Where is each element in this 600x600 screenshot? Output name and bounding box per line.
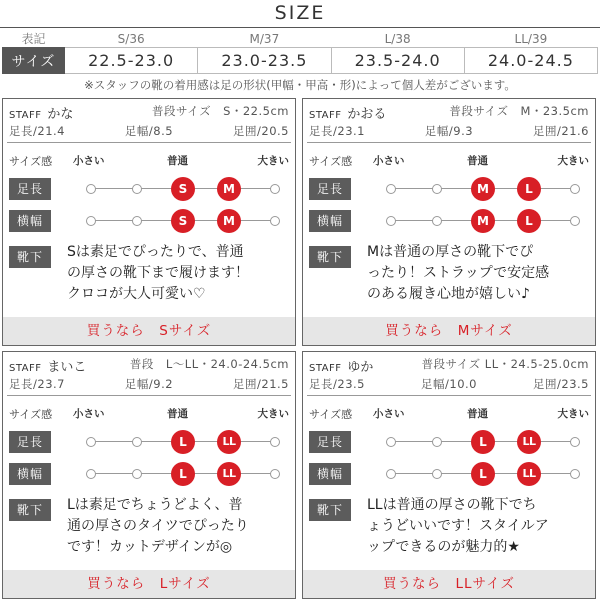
row-label-length: 足長 bbox=[9, 178, 51, 200]
title-divider bbox=[0, 27, 600, 28]
scale-small-label: 小さい bbox=[73, 155, 105, 167]
size-fit-marker: M bbox=[217, 209, 241, 233]
scale-dot bbox=[570, 437, 580, 447]
fit-row-length bbox=[309, 178, 589, 200]
scale-dot bbox=[432, 437, 442, 447]
row-label-width: 横幅 bbox=[309, 210, 351, 232]
size-table-header: 表記 bbox=[21, 32, 46, 46]
staff-review-card bbox=[2, 98, 296, 346]
scale-dot bbox=[270, 437, 280, 447]
divider bbox=[7, 142, 291, 143]
scale-small-label: 小さい bbox=[373, 408, 405, 420]
size-fit-marker: L bbox=[171, 430, 195, 454]
scale-dot bbox=[386, 437, 396, 447]
scale-big-label: 大きい bbox=[557, 408, 589, 420]
fit-disclaimer-note: ※スタッフの靴の着用感は足の形状(甲幅・甲高・形)によって個人差がございます。 bbox=[84, 78, 516, 92]
scale-dot bbox=[386, 184, 396, 194]
scale-dot bbox=[86, 216, 96, 226]
staff-header bbox=[9, 356, 289, 375]
scale-dot bbox=[132, 184, 142, 194]
foot-measurements bbox=[9, 123, 289, 139]
staff-comment bbox=[367, 495, 589, 558]
row-label-sock: 靴下 bbox=[9, 246, 51, 268]
row-label-width: 横幅 bbox=[9, 210, 51, 232]
size-fit-marker: L bbox=[517, 177, 541, 201]
foot-width-measure: 足幅/9.2 bbox=[124, 377, 174, 391]
divider bbox=[307, 395, 591, 396]
usual-size: 普段サイズ M・23.5cm bbox=[449, 104, 589, 118]
fit-row-width bbox=[9, 463, 289, 485]
staff-tag: STAFF bbox=[309, 363, 342, 374]
scale-dot bbox=[132, 216, 142, 226]
comment-line: ょうどいいです！スタイルア bbox=[367, 518, 549, 534]
comment-line: 通の厚さのタイツでぴったり bbox=[67, 518, 249, 534]
size-fit-marker: S bbox=[171, 177, 195, 201]
comment-line: Lは素足でちょうどよく、普 bbox=[67, 497, 243, 513]
size-row-label: サイズ bbox=[3, 48, 65, 74]
recommended-size-banner: 買うなら LLサイズ bbox=[303, 570, 595, 598]
size-range-cell: 23.0-23.5 bbox=[198, 48, 331, 74]
scale-dot bbox=[86, 184, 96, 194]
scale-dot bbox=[432, 184, 442, 194]
recommended-size-banner: 買うなら Mサイズ bbox=[303, 317, 595, 345]
scale-small-label: 小さい bbox=[73, 408, 105, 420]
row-label-sock: 靴下 bbox=[309, 246, 351, 268]
row-label-sock: 靴下 bbox=[309, 499, 351, 521]
scale-normal-label: 普通 bbox=[167, 408, 188, 420]
size-table-row bbox=[3, 48, 598, 74]
comment-line: ップできるのが魅力的★ bbox=[367, 539, 520, 555]
staff-name: ゆか bbox=[347, 360, 374, 375]
fit-row-length bbox=[309, 431, 589, 453]
comment-line: の厚さの靴下まで履けます！ bbox=[67, 265, 249, 281]
size-range-cell: 22.5-23.0 bbox=[65, 48, 198, 74]
scale-small-label: 小さい bbox=[373, 155, 405, 167]
foot-girth-measure: 足囲/21.5 bbox=[233, 377, 289, 391]
size-fit-marker: LL bbox=[217, 430, 241, 454]
size-fit-marker: M bbox=[471, 177, 495, 201]
staff-review-card bbox=[2, 351, 296, 599]
size-fit-marker: M bbox=[217, 177, 241, 201]
scale-dot bbox=[432, 216, 442, 226]
comment-line: のある履き心地が嬉しい♪ bbox=[367, 286, 530, 302]
staff-tag: STAFF bbox=[9, 110, 42, 121]
row-label-length: 足長 bbox=[309, 178, 351, 200]
foot-measurements bbox=[9, 376, 289, 392]
scale-dot bbox=[86, 437, 96, 447]
scale-normal-label: 普通 bbox=[167, 155, 188, 167]
scale-big-label: 大きい bbox=[557, 155, 589, 167]
foot-girth-measure: 足囲/23.5 bbox=[533, 377, 589, 391]
foot-girth-measure: 足囲/21.6 bbox=[533, 124, 589, 138]
scale-dot bbox=[132, 437, 142, 447]
comment-line: Mは普通の厚さの靴下でぴ bbox=[367, 244, 534, 260]
size-table-header: S/36 bbox=[117, 31, 145, 46]
fit-scale-title: サイズ感 bbox=[309, 155, 353, 168]
size-fit-marker: L bbox=[517, 209, 541, 233]
divider bbox=[7, 395, 291, 396]
staff-tag: STAFF bbox=[9, 363, 42, 374]
foot-girth-measure: 足囲/20.5 bbox=[233, 124, 289, 138]
fit-row-width bbox=[309, 463, 589, 485]
size-fit-marker: S bbox=[171, 209, 195, 233]
size-table-header: M/37 bbox=[249, 31, 280, 46]
fit-scale-title: サイズ感 bbox=[309, 408, 353, 421]
foot-length-measure: 足長/23.5 bbox=[309, 377, 365, 391]
staff-header bbox=[309, 356, 589, 375]
foot-length-measure: 足長/23.1 bbox=[309, 124, 365, 138]
foot-width-measure: 足幅/10.0 bbox=[421, 377, 477, 391]
staff-name: かな bbox=[47, 107, 74, 122]
scale-dot bbox=[386, 469, 396, 479]
fit-scale-title: サイズ感 bbox=[9, 408, 53, 421]
staff-review-card bbox=[302, 98, 596, 346]
staff-comment bbox=[67, 495, 289, 558]
staff-name: まいこ bbox=[47, 360, 87, 375]
comment-line: ったり！ストラップで安定感 bbox=[367, 265, 550, 281]
fit-scale-header bbox=[9, 153, 289, 167]
foot-length-measure: 足長/21.4 bbox=[9, 124, 65, 138]
fit-scale-header bbox=[9, 406, 289, 420]
staff-tag: STAFF bbox=[309, 110, 342, 121]
size-chart-table bbox=[2, 30, 598, 74]
row-label-sock: 靴下 bbox=[9, 499, 51, 521]
size-fit-marker: L bbox=[171, 462, 195, 486]
scale-dot bbox=[386, 216, 396, 226]
scale-dot bbox=[570, 469, 580, 479]
recommended-size-banner: 買うなら Sサイズ bbox=[3, 317, 295, 345]
scale-dot bbox=[270, 184, 280, 194]
fit-row-length bbox=[9, 431, 289, 453]
size-table-header: L/38 bbox=[384, 31, 411, 46]
row-label-width: 横幅 bbox=[309, 463, 351, 485]
usual-size: 普段サイズ S・22.5cm bbox=[151, 104, 289, 118]
row-label-width: 横幅 bbox=[9, 463, 51, 485]
comment-line: Sは素足でぴったりで、普通 bbox=[67, 244, 244, 260]
size-range-cell: 23.5-24.0 bbox=[331, 48, 464, 74]
scale-normal-label: 普通 bbox=[467, 408, 488, 420]
size-title: SIZE bbox=[274, 2, 326, 24]
fit-scale-header bbox=[309, 153, 589, 167]
size-fit-marker: M bbox=[471, 209, 495, 233]
size-fit-marker: L bbox=[471, 462, 495, 486]
row-label-length: 足長 bbox=[309, 431, 351, 453]
staff-name: かおる bbox=[347, 107, 387, 122]
comment-line: クロコが大人可愛い♡ bbox=[67, 286, 206, 302]
fit-row-length bbox=[9, 178, 289, 200]
fit-scale-title: サイズ感 bbox=[9, 155, 53, 168]
staff-header bbox=[309, 103, 589, 122]
scale-dot bbox=[270, 216, 280, 226]
scale-dot bbox=[432, 469, 442, 479]
fit-row-width bbox=[9, 210, 289, 232]
staff-comment bbox=[67, 242, 289, 305]
comment-line: です！カットデザインが◎ bbox=[67, 539, 233, 555]
scale-dot bbox=[132, 469, 142, 479]
size-fit-marker: LL bbox=[217, 462, 241, 486]
foot-width-measure: 足幅/8.5 bbox=[124, 124, 174, 138]
scale-big-label: 大きい bbox=[257, 408, 289, 420]
size-fit-marker: LL bbox=[517, 462, 541, 486]
scale-normal-label: 普通 bbox=[467, 155, 488, 167]
comment-line: LLは普通の厚さの靴下でち bbox=[367, 497, 537, 513]
foot-measurements bbox=[309, 376, 589, 392]
size-fit-marker: LL bbox=[517, 430, 541, 454]
scale-dot bbox=[570, 184, 580, 194]
fit-row-width bbox=[309, 210, 589, 232]
staff-header bbox=[9, 103, 289, 122]
scale-big-label: 大きい bbox=[257, 155, 289, 167]
scale-dot bbox=[570, 216, 580, 226]
size-table-header-row bbox=[3, 30, 598, 48]
staff-review-card bbox=[302, 351, 596, 599]
staff-comment bbox=[367, 242, 589, 305]
fit-scale-header bbox=[309, 406, 589, 420]
foot-length-measure: 足長/23.7 bbox=[9, 377, 65, 391]
scale-dot bbox=[270, 469, 280, 479]
row-label-length: 足長 bbox=[9, 431, 51, 453]
size-fit-marker: L bbox=[471, 430, 495, 454]
divider bbox=[307, 142, 591, 143]
foot-width-measure: 足幅/9.3 bbox=[424, 124, 474, 138]
size-range-cell: 24.0-24.5 bbox=[464, 48, 597, 74]
size-table-header: LL/39 bbox=[514, 31, 548, 46]
scale-dot bbox=[86, 469, 96, 479]
recommended-size-banner: 買うなら Lサイズ bbox=[3, 570, 295, 598]
usual-size: 普段サイズ LL・24.5-25.0cm bbox=[421, 357, 589, 371]
usual-size: 普段 L〜LL・24.0-24.5cm bbox=[129, 357, 289, 371]
foot-measurements bbox=[309, 123, 589, 139]
